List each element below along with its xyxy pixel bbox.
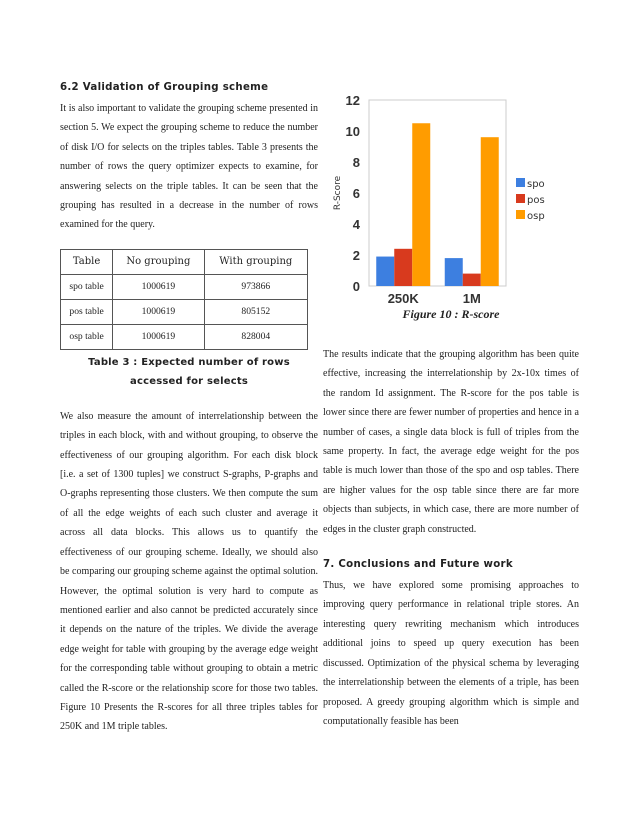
paragraph: The results indicate that the grouping algorithm has been quite effective, increasing the interrelationship by 2x-10x times of the random Id assignment. The R-score for the pos table is lower since there are fewer number of properties and hence in a number of cases, a single data block is full of triples from the same property. In fact, the average edge weight for the pos table is much lower than those of the spo and osp tables. There are higher values for the osp table since there are far more objects than subjects, in which case, there are more number of edges in the cluster graph constructed. bbox=[323, 349, 579, 535]
figure-caption: Figure 10 : R-score bbox=[402, 307, 500, 321]
y-tick-label: 12 bbox=[345, 93, 360, 108]
table-row bbox=[61, 274, 308, 299]
section-heading: 6.2 Validation of Grouping scheme bbox=[60, 82, 269, 93]
legend-swatch-osp bbox=[516, 210, 525, 219]
x-tick-label: 250K bbox=[387, 291, 419, 306]
table-cell: 1000619 bbox=[113, 299, 204, 324]
y-tick-label: 8 bbox=[352, 155, 360, 170]
y-tick-label: 4 bbox=[352, 217, 360, 232]
bar-osp-250K bbox=[412, 123, 430, 286]
table-header-cell: Table bbox=[61, 249, 113, 274]
legend-label: osp bbox=[527, 211, 545, 222]
bar-spo-250K bbox=[376, 257, 394, 286]
table-header-cell: With grouping bbox=[204, 249, 307, 274]
bar-pos-1M bbox=[463, 274, 481, 286]
table-caption: Table 3 : Expected number of rows accessed for selects bbox=[88, 356, 290, 387]
table-header-cell: No grouping bbox=[113, 249, 204, 274]
left-column bbox=[60, 82, 318, 737]
table-cell: 828004 bbox=[204, 324, 307, 349]
paragraph: It is also important to validate the grouping scheme presented in section 5. We expect the grouping scheme to reduce the number of disk I/O for selects on the triples tables. Table 3 presents the number of rows the query optimizer expects to examine, for answering selects on the triple tables. It can be seen that the grouping has resulted in a decrease in the number of rows examined for the query. bbox=[60, 103, 318, 231]
legend-label: spo bbox=[527, 179, 545, 190]
r-score-bar-chart bbox=[326, 86, 556, 306]
paragraph: Thus, we have explored some promising approaches to improving query performance in relational triple stores. An interesting query rewriting mechanism which introduces additional joins to speed up query execution has been discussed. Optimization of the physical schema by leveraging the interrelationship between the elements of a triple, has been proposed. A greedy grouping algorithm which is simple and computationally feasible has been bbox=[323, 580, 579, 727]
section-heading: 7. Conclusions and Future work bbox=[323, 559, 513, 571]
y-tick-label: 10 bbox=[345, 124, 360, 139]
bar-osp-1M bbox=[481, 137, 499, 286]
table-cell: 805152 bbox=[204, 299, 307, 324]
y-tick-label: 0 bbox=[352, 279, 360, 294]
table-cell: spo table bbox=[61, 274, 113, 299]
right-column bbox=[323, 345, 579, 731]
data-table bbox=[60, 249, 308, 350]
table-cell: 1000619 bbox=[113, 274, 204, 299]
paragraph: We also measure the amount of interrelationship between the triples in each block, with and without grouping, to observe the effectiveness of our grouping algorithm. For each disk block [i.e. a set of 1300 tuples] we construct S-graphs, P-graphs and O-graphs representing those clusters. We then compute the sum of all the edge weights of each such cluster and average it across all data blocks. This allows us to quantify the effectiveness of our grouping scheme. Ideally, we should also be comparing our grouping scheme against the optimal solution. However, the optimal solution is very hard to compute as mentioned earlier and also cannot be predicted accurately since it depends on the nature of the triples. We divide the average edge weight for table with grouping by the average edge weight for the corresponding table without grouping to obtain a metric called the R-score or the relationship score for those two tables. Figure 10 Presents the R-scores for all three triples tables for 250K and 1M triple tables. bbox=[60, 410, 318, 733]
table-row bbox=[61, 324, 308, 349]
table-row bbox=[61, 299, 308, 324]
bar-spo-1M bbox=[445, 258, 463, 286]
table-cell: pos table bbox=[61, 299, 113, 324]
legend-swatch-pos bbox=[516, 194, 525, 203]
y-tick-label: 2 bbox=[352, 248, 360, 263]
table-cell: 1000619 bbox=[113, 324, 204, 349]
y-tick-label: 6 bbox=[352, 186, 360, 201]
y-axis-label: R-Score bbox=[333, 175, 343, 211]
x-tick-label: 1M bbox=[462, 291, 481, 306]
bar-pos-250K bbox=[394, 249, 412, 286]
table-cell: 973866 bbox=[204, 274, 307, 299]
legend-swatch-spo bbox=[516, 178, 525, 187]
legend-label: pos bbox=[527, 195, 545, 206]
table-cell: osp table bbox=[61, 324, 113, 349]
table-header-row bbox=[61, 249, 308, 274]
